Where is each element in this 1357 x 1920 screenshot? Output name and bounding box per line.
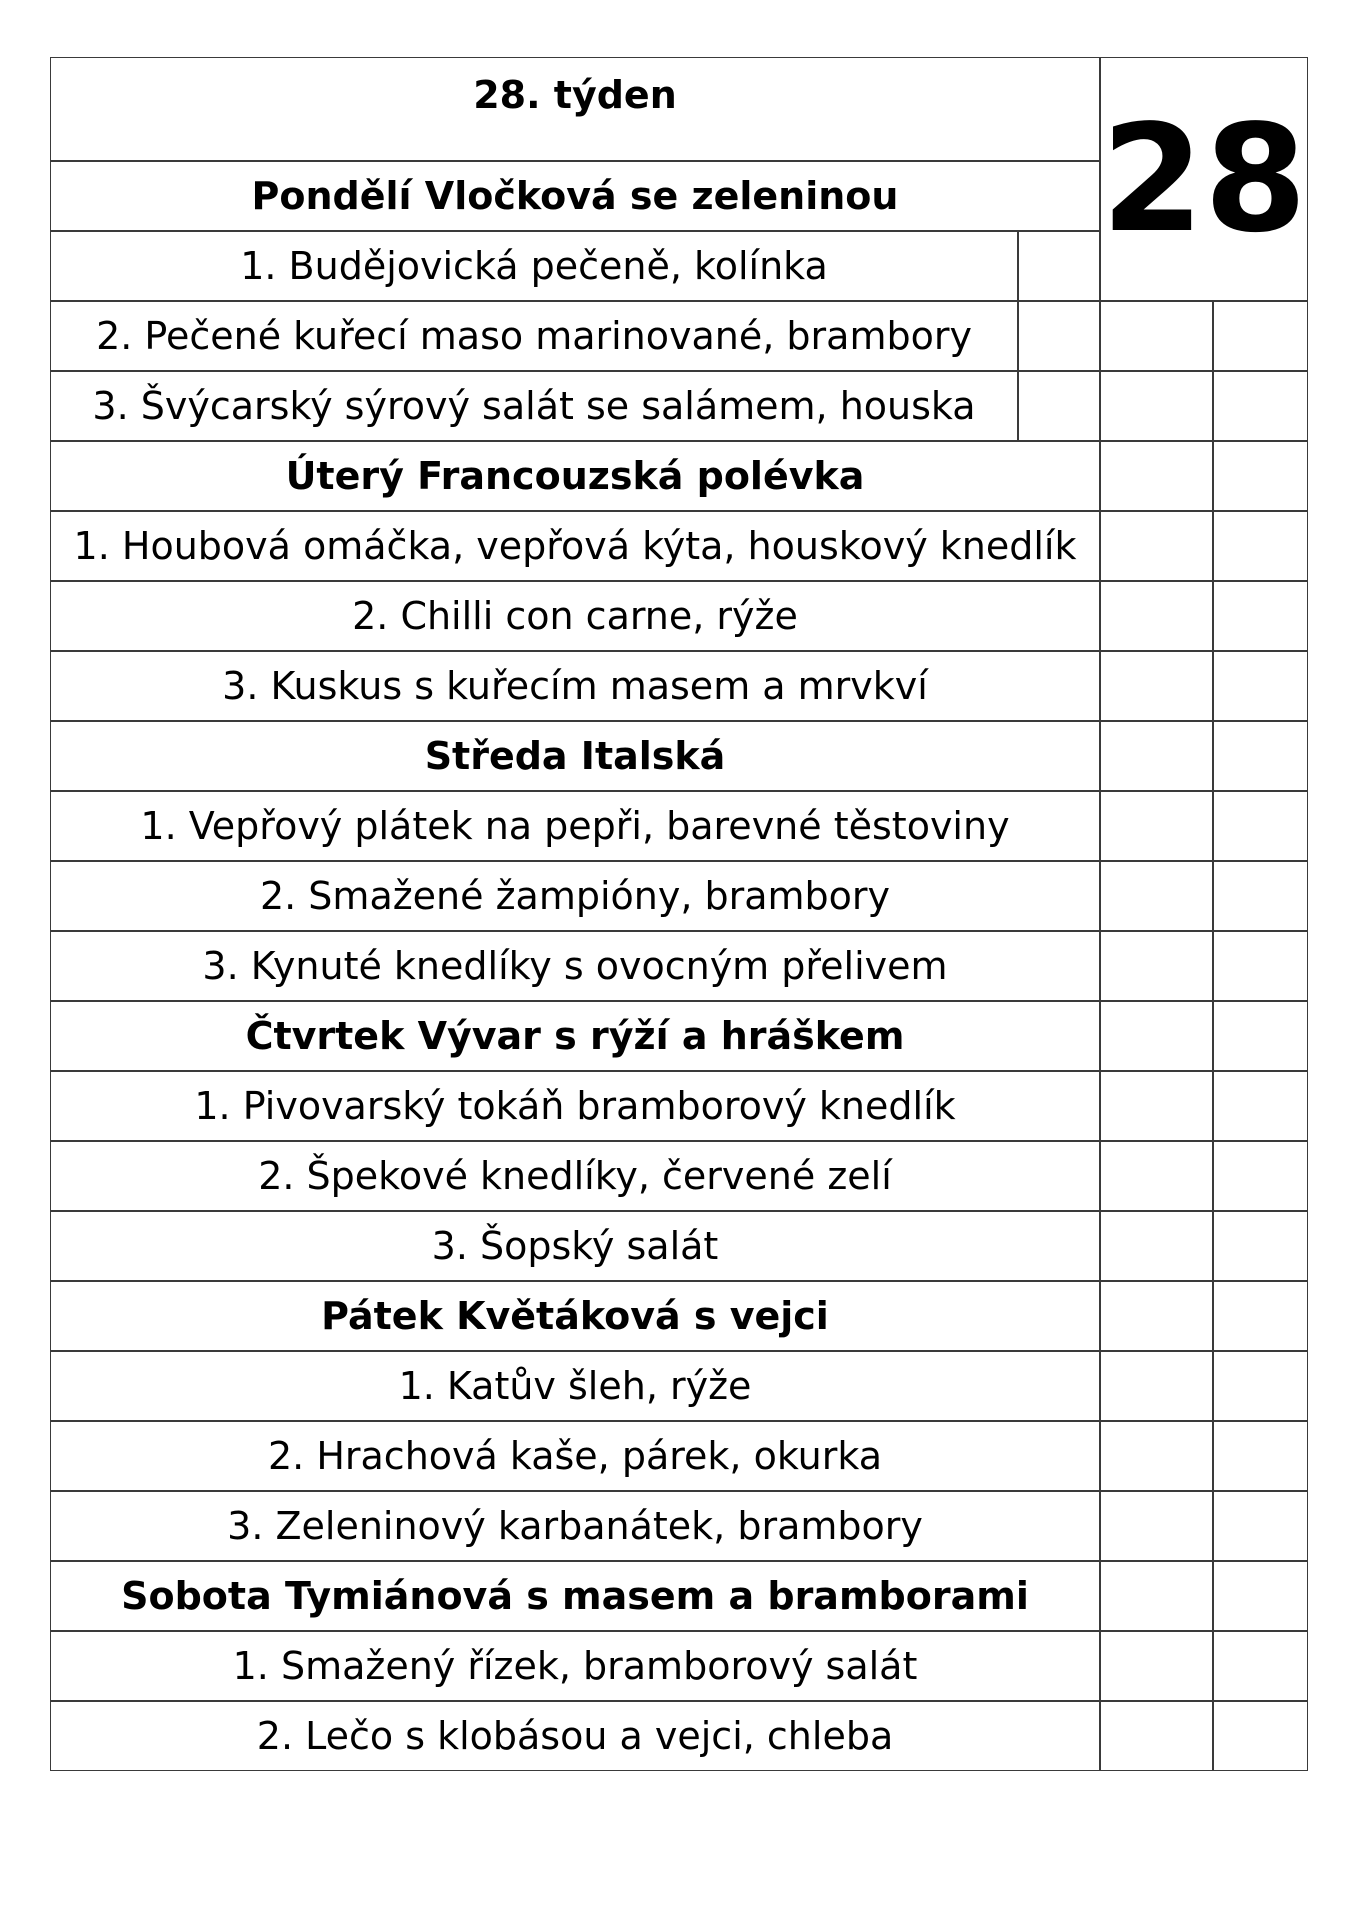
check-cell[interactable] [1213,581,1308,651]
menu-item: 3. Kynuté knedlíky s ovocným přelivem [50,931,1100,1001]
check-cell[interactable] [1100,1141,1213,1211]
check-cell[interactable] [1100,721,1213,791]
check-cell[interactable] [1100,1421,1213,1491]
check-cell[interactable] [1213,861,1308,931]
weekly-menu-table [50,57,1308,1779]
check-cell[interactable] [1213,1141,1308,1211]
check-cell[interactable] [1100,1281,1213,1351]
check-cell[interactable] [1100,1701,1213,1771]
check-cell[interactable] [1213,1561,1308,1631]
check-cell[interactable] [1100,441,1213,511]
check-cell[interactable] [1213,1421,1308,1491]
menu-item: 2. Chilli con carne, rýže [50,581,1100,651]
check-cell[interactable] [1213,791,1308,861]
check-cell[interactable] [1213,371,1308,441]
day-header: Pondělí Vločková se zeleninou [50,161,1100,231]
check-cell[interactable] [1213,1211,1308,1281]
check-cell[interactable] [1213,1281,1308,1351]
menu-item: 1. Budějovická pečeně, kolínka [50,231,1018,301]
check-cell[interactable] [1213,721,1308,791]
check-cell-inner[interactable] [1018,371,1100,441]
check-cell[interactable] [1100,791,1213,861]
menu-item: 1. Pivovarský tokáň bramborový knedlík [50,1071,1100,1141]
check-cell[interactable] [1213,1701,1308,1771]
menu-item: 1. Smažený řízek, bramborový salát [50,1631,1100,1701]
menu-item: 1. Vepřový plátek na pepři, barevné těstoviny [50,791,1100,861]
check-cell[interactable] [1213,1631,1308,1701]
day-header: Sobota Tymiánová s masem a bramborami [50,1561,1100,1631]
check-cell[interactable] [1100,371,1213,441]
menu-item: 2. Pečené kuřecí maso marinované, brambory [50,301,1018,371]
check-cell[interactable] [1100,1631,1213,1701]
menu-item: 3. Šopský salát [50,1211,1100,1281]
check-cell[interactable] [1100,1491,1213,1561]
check-cell[interactable] [1100,301,1213,371]
check-cell[interactable] [1213,441,1308,511]
check-cell-inner[interactable] [1018,231,1100,301]
check-cell[interactable] [1100,1561,1213,1631]
check-cell[interactable] [1100,1001,1213,1071]
check-cell[interactable] [1213,511,1308,581]
day-header: Středa Italská [50,721,1100,791]
day-header: Pátek Květáková s vejci [50,1281,1100,1351]
check-cell[interactable] [1100,1071,1213,1141]
menu-item: 2. Smažené žampióny, brambory [50,861,1100,931]
menu-item: 2. Lečo s klobásou a vejci, chleba [50,1701,1100,1771]
menu-item: 2. Hrachová kaše, párek, okurka [50,1421,1100,1491]
check-cell[interactable] [1100,931,1213,1001]
menu-item: 3. Kuskus s kuřecím masem a mrvkví [50,651,1100,721]
check-cell[interactable] [1213,651,1308,721]
check-cell[interactable] [1100,1351,1213,1421]
week-number: 28 [1100,57,1308,301]
menu-item: 1. Katův šleh, rýže [50,1351,1100,1421]
check-cell[interactable] [1100,651,1213,721]
check-cell[interactable] [1213,1351,1308,1421]
check-cell[interactable] [1100,581,1213,651]
day-header: Čtvrtek Vývar s rýží a hráškem [50,1001,1100,1071]
check-cell[interactable] [1213,1491,1308,1561]
check-cell[interactable] [1213,1001,1308,1071]
day-header: Úterý Francouzská polévka [50,441,1100,511]
check-cell[interactable] [1100,511,1213,581]
menu-item: 1. Houbová omáčka, vepřová kýta, houskový knedlík [50,511,1100,581]
menu-item: 3. Zeleninový karbanátek, brambory [50,1491,1100,1561]
menu-item: 2. Špekové knedlíky, červené zelí [50,1141,1100,1211]
menu-item: 3. Švýcarský sýrový salát se salámem, houska [50,371,1018,441]
check-cell[interactable] [1213,1071,1308,1141]
check-cell-inner[interactable] [1018,301,1100,371]
check-cell[interactable] [1100,861,1213,931]
check-cell[interactable] [1100,1211,1213,1281]
check-cell[interactable] [1213,301,1308,371]
week-title: 28. týden [50,57,1100,161]
check-cell[interactable] [1213,931,1308,1001]
